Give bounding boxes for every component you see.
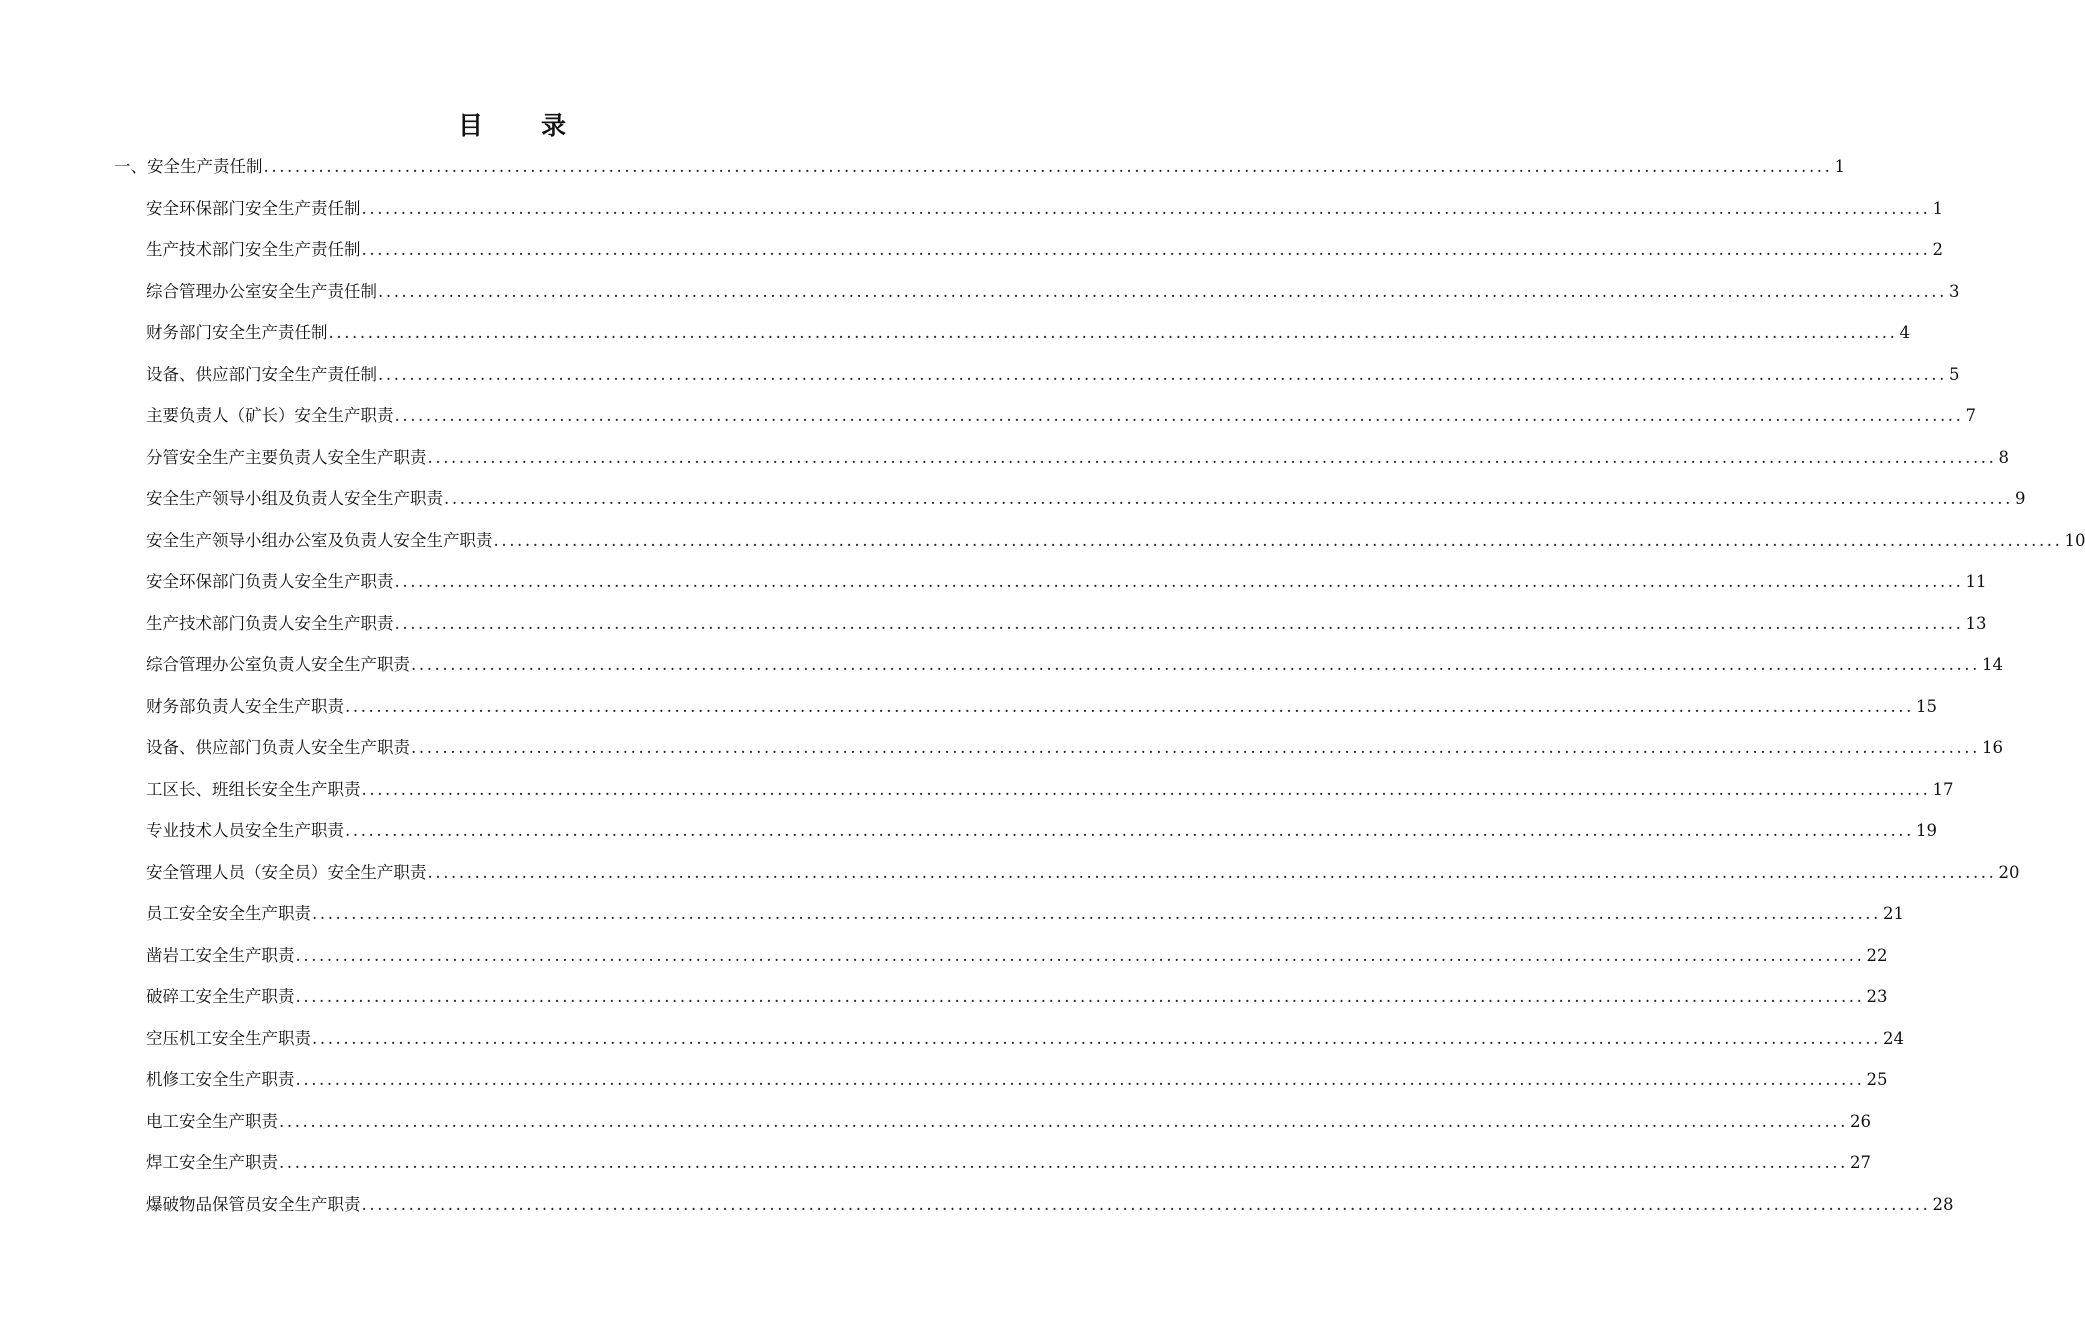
dot-leader: ........................................................................................................................................................................................................	[427, 862, 1997, 882]
toc-entry[interactable]	[146, 686, 1937, 727]
toc-entry[interactable]	[146, 437, 2009, 478]
dot-leader: ........................................................................................................................................................................................................	[411, 655, 1980, 674]
toc-entry-label: 凿岩工安全生产职责	[146, 945, 295, 965]
toc-entry-label: 生产技术部门负责人安全生产职责	[146, 613, 394, 633]
dot-leader: ........................................................................................................................................................................................................	[427, 447, 1997, 467]
toc-entry-label: 综合管理办公室负责人安全生产职责	[146, 655, 410, 674]
toc-entry-page-number: 11	[1965, 572, 1987, 591]
toc-entry-page-number: 2	[1932, 240, 1943, 259]
toc-entry[interactable]	[146, 520, 2085, 561]
toc-entry-page-number: 3	[1948, 281, 1960, 301]
dot-leader: ........................................................................................................................................................................................................	[394, 572, 1964, 591]
toc-entry-label: 财务部门安全生产责任制	[146, 323, 328, 342]
toc-entry-label: 破碎工安全生产职责	[146, 987, 295, 1006]
toc-entry[interactable]	[146, 810, 1937, 851]
dot-leader: ........................................................................................................................................................................................................	[444, 489, 2013, 508]
toc-entry-label: 安全环保部门安全生产责任制	[146, 198, 361, 218]
toc-entry-label: 设备、供应部门负责人安全生产职责	[146, 738, 410, 757]
toc-entry-page-number: 27	[1849, 1153, 1871, 1172]
toc-entry-label: 安全管理人员（安全员）安全生产职责	[146, 862, 427, 882]
toc-entry-page-number: 8	[1998, 447, 2009, 467]
dot-leader: ........................................................................................................................................................................................................	[361, 240, 1931, 259]
toc-entry-page-number: 7	[1965, 406, 1976, 425]
toc-entry-label: 财务部负责人安全生产职责	[146, 696, 344, 716]
toc-entry-page-number: 20	[1998, 862, 2020, 882]
toc-entry[interactable]	[146, 188, 1943, 229]
toc-entry-label: 分管安全生产主要负责人安全生产职责	[146, 447, 427, 467]
title-char-1: 目	[457, 111, 485, 140]
toc-entry-label: 工区长、班组长安全生产职责	[146, 779, 361, 799]
dot-leader: ........................................................................................................................................................................................................	[411, 738, 1980, 757]
toc-entry-label: 电工安全生产职责	[146, 1111, 278, 1131]
dot-leader: ........................................................................................................................................................................................................	[345, 821, 1914, 840]
dot-leader: ........................................................................................................................................................................................................	[345, 696, 1914, 716]
toc-entry-page-number: 24	[1882, 1028, 1904, 1048]
toc-entry-label: 综合管理办公室安全生产责任制	[146, 281, 377, 301]
toc-entry-page-number: 4	[1899, 323, 1910, 342]
dot-leader: ........................................................................................................................................................................................................	[493, 530, 2063, 550]
dot-leader: ........................................................................................................................................................................................................	[361, 779, 1931, 799]
dot-leader: ........................................................................................................................................................................................................	[263, 157, 1833, 176]
title-char-2: 录	[541, 111, 569, 140]
toc-entry-label: 主要负责人（矿长）安全生产职责	[146, 406, 394, 425]
toc-entry-page-number: 5	[1948, 364, 1960, 384]
toc-entry[interactable]	[146, 852, 2020, 893]
toc-entry-page-number: 9	[2014, 489, 2026, 508]
toc-entry-label: 机修工安全生产职责	[146, 1070, 295, 1089]
toc-entry[interactable]	[146, 478, 2026, 519]
toc-section-label: 一、安全生产责任制	[114, 157, 263, 176]
toc-entry-page-number: 10	[2064, 530, 2085, 550]
toc-entry-page-number: 25	[1866, 1070, 1888, 1089]
toc-entry-label: 生产技术部门安全生产责任制	[146, 240, 361, 259]
toc-entry-label: 焊工安全生产职责	[146, 1153, 278, 1172]
toc-entry-page-number: 21	[1882, 904, 1904, 923]
toc-entry[interactable]	[146, 271, 1960, 312]
toc-entry-page-number: 16	[1981, 738, 2003, 757]
dot-leader: ........................................................................................................................................................................................................	[394, 613, 1964, 633]
page-title	[0, 106, 1026, 142]
dot-leader: ........................................................................................................................................................................................................	[361, 1194, 1931, 1214]
toc-entry-label: 安全生产领导小组办公室及负责人安全生产职责	[146, 530, 493, 550]
toc-entry-page-number: 26	[1849, 1111, 1871, 1131]
dot-leader: ........................................................................................................................................................................................................	[361, 198, 1931, 218]
toc-entry-label: 员工安全安全生产职责	[146, 904, 311, 923]
toc-entry[interactable]	[146, 1184, 1954, 1225]
toc-entry-label: 空压机工安全生产职责	[146, 1028, 311, 1048]
toc-entry[interactable]	[146, 976, 1888, 1017]
dot-leader: ........................................................................................................................................................................................................	[394, 406, 1964, 425]
dot-leader: ........................................................................................................................................................................................................	[279, 1153, 1848, 1172]
toc-section-entry[interactable]	[114, 146, 1845, 187]
dot-leader: ........................................................................................................................................................................................................	[378, 364, 1947, 384]
dot-leader: ........................................................................................................................................................................................................	[378, 281, 1947, 301]
toc-entry[interactable]	[146, 561, 1987, 602]
toc-entry-page-number: 17	[1932, 779, 1954, 799]
toc-entry[interactable]	[146, 603, 1987, 644]
toc-entry-page-number: 13	[1965, 613, 1987, 633]
dot-leader: ........................................................................................................................................................................................................	[279, 1111, 1848, 1131]
toc-entry-page-number: 19	[1915, 821, 1937, 840]
dot-leader: ........................................................................................................................................................................................................	[312, 1028, 1881, 1048]
toc-entry[interactable]	[146, 229, 1943, 270]
toc-entry[interactable]	[146, 1059, 1888, 1100]
toc-entry[interactable]	[146, 395, 1976, 436]
dot-leader: ........................................................................................................................................................................................................	[295, 1070, 1865, 1089]
dot-leader: ........................................................................................................................................................................................................	[312, 904, 1881, 923]
toc-entry[interactable]	[146, 312, 1910, 353]
toc-entry-page-number: 1	[1932, 198, 1943, 218]
toc-entry[interactable]	[146, 354, 1960, 395]
toc-entry-page-number: 14	[1981, 655, 2003, 674]
dot-leader: ........................................................................................................................................................................................................	[328, 323, 1898, 342]
dot-leader: ........................................................................................................................................................................................................	[295, 945, 1865, 965]
toc-section-page-number: 1	[1834, 157, 1845, 176]
toc-entry-page-number: 23	[1866, 987, 1888, 1006]
dot-leader: ........................................................................................................................................................................................................	[295, 987, 1865, 1006]
toc-entry[interactable]	[146, 1101, 1871, 1142]
toc-entry[interactable]	[146, 893, 1904, 934]
toc-entry-label: 安全环保部门负责人安全生产职责	[146, 572, 394, 591]
toc-entry[interactable]	[146, 1142, 1871, 1183]
toc-entry-label: 设备、供应部门安全生产责任制	[146, 364, 377, 384]
toc-entry[interactable]	[146, 1018, 1904, 1059]
toc-entry[interactable]	[146, 727, 2003, 768]
toc-entry-page-number: 15	[1915, 696, 1937, 716]
toc-entry-page-number: 22	[1866, 945, 1888, 965]
toc-entry-label: 专业技术人员安全生产职责	[146, 821, 344, 840]
toc-entry[interactable]	[146, 935, 1888, 976]
toc-entry[interactable]	[146, 644, 2003, 685]
toc-entry[interactable]	[146, 769, 1954, 810]
toc-entry-label: 爆破物品保管员安全生产职责	[146, 1194, 361, 1214]
toc-entry-page-number: 28	[1932, 1194, 1954, 1214]
toc-entry-label: 安全生产领导小组及负责人安全生产职责	[146, 489, 443, 508]
